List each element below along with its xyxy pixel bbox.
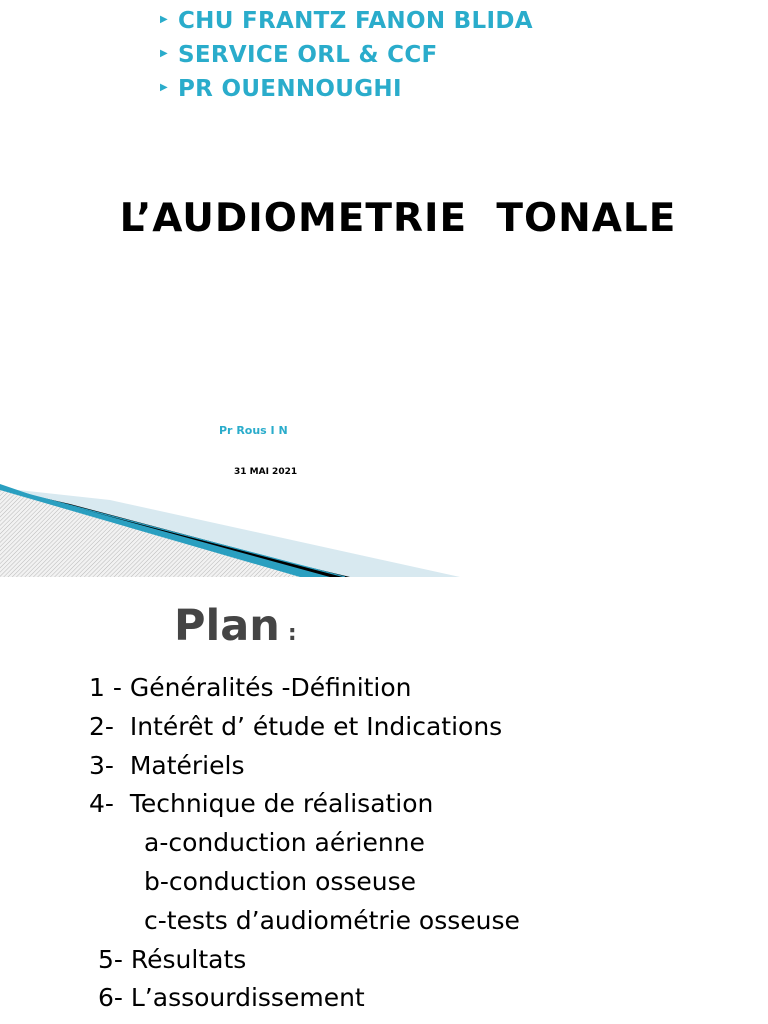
plan-item: 5- Résultats xyxy=(98,944,247,974)
triangle-right-icon: ▶ xyxy=(160,81,168,93)
plan-list xyxy=(0,669,520,1018)
plan-subitem: a-conduction aérienne xyxy=(144,828,425,858)
plan-item: 6- L’assourdissement xyxy=(98,983,365,1013)
decorative-wave-graphic xyxy=(0,470,768,577)
triangle-right-icon: ▶ xyxy=(160,47,168,59)
plan-colon: : xyxy=(287,621,297,646)
plan-item: 1 - Généralités -Définition xyxy=(89,673,412,702)
plan-slide xyxy=(0,577,768,1024)
plan-item: 4- Technique de réalisation xyxy=(89,789,434,819)
presentation-date: 31 MAI 2021 xyxy=(234,467,298,477)
plan-title: Plan xyxy=(174,601,280,651)
plan-subitem: c-tests d’audiométrie osseuse xyxy=(144,905,520,935)
header-text: PR OUENNOUGHI xyxy=(178,76,402,102)
header-text: CHU FRANTZ FANON BLIDA xyxy=(178,8,533,34)
header-list xyxy=(160,4,533,106)
slide-title: L’AUDIOMETRIE TONALE xyxy=(119,196,677,241)
author-name: Pr Rous I N xyxy=(219,424,288,437)
header-item xyxy=(160,4,533,38)
plan-subitem: b-conduction osseuse xyxy=(144,866,417,896)
header-text: SERVICE ORL & CCF xyxy=(178,42,438,68)
plan-item: 2- Intérêt d’ étude et Indications xyxy=(89,711,503,741)
plan-heading xyxy=(174,601,297,651)
triangle-right-icon: ▶ xyxy=(160,13,168,25)
header-item xyxy=(160,72,533,106)
plan-item: 3- Matériels xyxy=(89,750,245,780)
header-item xyxy=(160,38,533,72)
